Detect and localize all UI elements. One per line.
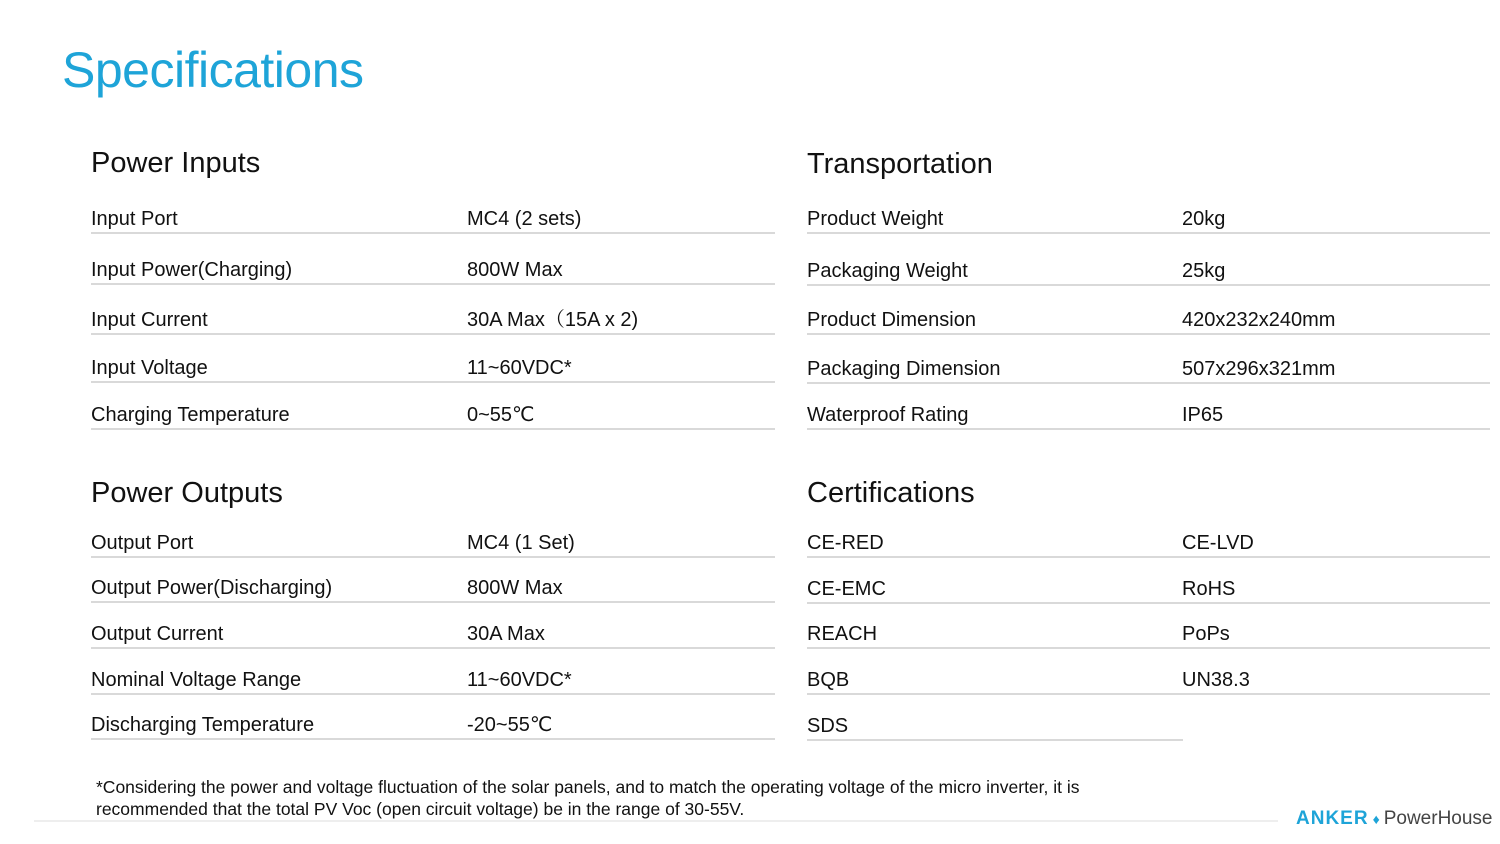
cert-row (807, 576, 1490, 604)
spec-label: Packaging Dimension (807, 358, 1001, 380)
spec-label: Packaging Weight (807, 260, 968, 282)
power-outputs-section (91, 476, 775, 741)
spec-row (91, 575, 775, 603)
spec-value: -20~55℃ (467, 714, 553, 736)
cert-row (807, 530, 1490, 558)
power-inputs-section (91, 146, 775, 436)
power-outputs-title: Power Outputs (91, 477, 283, 509)
spec-row (807, 402, 1490, 430)
spec-label: Discharging Temperature (91, 714, 315, 736)
cert-item: CE-LVD (1182, 532, 1254, 554)
row-divider (91, 738, 775, 740)
spec-value: 11~60VDC* (467, 669, 572, 691)
spec-row (91, 402, 775, 430)
spec-row (807, 356, 1490, 384)
page-title: Specifications (62, 42, 364, 98)
row-divider (807, 232, 1490, 234)
brand-product-line: PowerHouse (1383, 808, 1493, 829)
spec-value: 30A Max（15A x 2) (467, 309, 639, 331)
spec-row (807, 258, 1490, 286)
row-divider (807, 693, 1490, 695)
footer-divider (34, 820, 1278, 822)
brand-separator-icon: ♦ (1372, 811, 1380, 827)
spec-row (91, 355, 775, 383)
transportation-title: Transportation (807, 148, 993, 180)
cert-item: CE-EMC (807, 578, 886, 600)
spec-row (91, 667, 775, 695)
spec-row (91, 206, 775, 234)
spec-row (91, 257, 775, 285)
cert-item: CE-RED (807, 532, 884, 554)
transportation-section (807, 147, 1490, 437)
spec-value: 507x296x321mm (1182, 358, 1336, 380)
row-divider (91, 283, 775, 285)
spec-label: Nominal Voltage Range (91, 669, 302, 691)
spec-label: Charging Temperature (91, 404, 290, 426)
row-divider (91, 693, 775, 695)
cert-item: SDS (807, 715, 849, 737)
spec-label: Output Power(Discharging) (91, 577, 333, 599)
spec-label: Input Voltage (91, 357, 208, 379)
row-divider (807, 602, 1490, 604)
brand-logo (1296, 805, 1493, 833)
spec-label: Input Current (91, 309, 208, 331)
spec-value: 30A Max (467, 623, 545, 645)
certifications-section (807, 476, 1490, 741)
row-divider (91, 601, 775, 603)
spec-value: IP65 (1182, 404, 1224, 426)
row-divider (807, 739, 1183, 741)
spec-row (91, 621, 775, 649)
spec-value: 11~60VDC* (467, 357, 572, 379)
spec-value: 800W Max (467, 577, 563, 599)
spec-value: MC4 (2 sets) (467, 208, 582, 230)
row-divider (91, 232, 775, 234)
power-inputs-title: Power Inputs (91, 147, 261, 179)
spec-label: Product Dimension (807, 309, 976, 331)
footnote: *Considering the power and voltage fluctuation of the solar panels, and to match the operating voltage of the micro inverter, it is recommended that the total PV Voc (open circuit voltage) be in the range of 30-55V. (96, 777, 1080, 819)
cert-item: RoHS (1182, 578, 1236, 600)
brand-name: ANKER (1296, 808, 1369, 829)
cert-row (807, 621, 1490, 649)
spec-label: Output Port (91, 532, 194, 554)
cert-item: BQB (807, 669, 850, 691)
cert-item: PoPs (1182, 623, 1230, 645)
spec-row (91, 712, 775, 740)
spec-row (807, 206, 1490, 234)
row-divider (91, 647, 775, 649)
row-divider (91, 428, 775, 430)
row-divider (807, 428, 1490, 430)
row-divider (91, 556, 775, 558)
spec-label: Product Weight (807, 208, 944, 230)
spec-value: 0~55℃ (467, 404, 535, 426)
spec-value: 420x232x240mm (1182, 309, 1336, 331)
row-divider (807, 382, 1490, 384)
spec-label: Waterproof Rating (807, 404, 969, 426)
spec-row (91, 307, 775, 335)
cert-row (807, 713, 1490, 741)
spec-row (91, 530, 775, 558)
row-divider (807, 556, 1490, 558)
row-divider (807, 333, 1490, 335)
spec-label: Input Port (91, 208, 178, 230)
row-divider (807, 284, 1490, 286)
cert-item: UN38.3 (1182, 669, 1250, 691)
row-divider (91, 333, 775, 335)
cert-item: REACH (807, 623, 878, 645)
row-divider (91, 381, 775, 383)
spec-value: 20kg (1182, 208, 1226, 230)
certifications-title: Certifications (807, 477, 975, 509)
cert-row (807, 667, 1490, 695)
spec-row (807, 307, 1490, 335)
spec-value: MC4 (1 Set) (467, 532, 575, 554)
spec-value: 800W Max (467, 259, 563, 281)
spec-label: Input Power(Charging) (91, 259, 293, 281)
row-divider (807, 647, 1490, 649)
spec-label: Output Current (91, 623, 224, 645)
spec-value: 25kg (1182, 260, 1226, 282)
